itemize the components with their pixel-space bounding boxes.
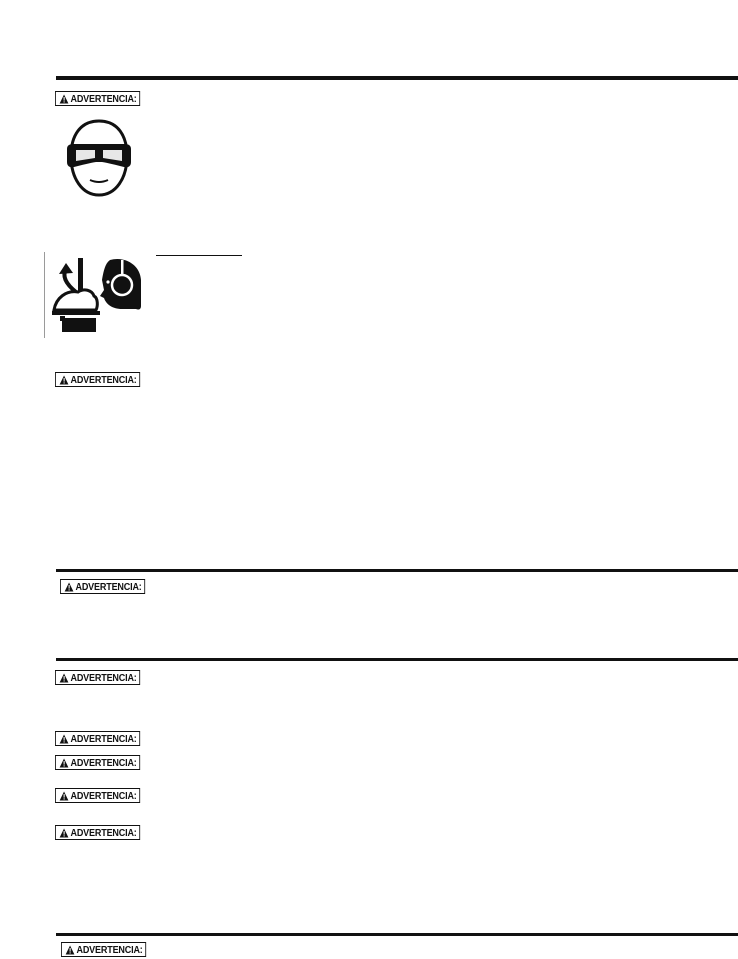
warning-badge-9 bbox=[61, 942, 146, 957]
warning-label: ADVERTENCIA: bbox=[70, 789, 137, 802]
warning-label: ADVERTENCIA: bbox=[70, 92, 137, 105]
warning-badge-8 bbox=[55, 825, 140, 840]
section-rule-top bbox=[56, 76, 738, 80]
warning-badge-6 bbox=[55, 755, 140, 770]
heading-underline bbox=[156, 255, 242, 256]
margin-bar bbox=[44, 252, 45, 338]
warning-triangle-icon bbox=[64, 582, 73, 592]
warning-badge-5 bbox=[55, 731, 140, 746]
warning-badge-1 bbox=[55, 91, 140, 106]
warning-triangle-icon bbox=[59, 734, 68, 744]
warning-badge-2 bbox=[55, 372, 140, 387]
section-rule-3 bbox=[56, 658, 738, 661]
warning-triangle-icon bbox=[59, 94, 68, 104]
warning-triangle-icon bbox=[59, 758, 68, 768]
warning-label: ADVERTENCIA: bbox=[76, 943, 143, 956]
warning-label: ADVERTENCIA: bbox=[70, 826, 137, 839]
section-rule-bottom bbox=[56, 933, 738, 936]
warning-triangle-icon bbox=[59, 673, 68, 683]
warning-triangle-icon bbox=[59, 828, 68, 838]
warning-triangle-icon bbox=[59, 375, 68, 385]
section-rule-2 bbox=[56, 569, 738, 572]
warning-triangle-icon bbox=[65, 945, 74, 955]
hearing-protection-icon bbox=[52, 254, 144, 334]
safety-goggles-icon bbox=[64, 118, 134, 198]
warning-label: ADVERTENCIA: bbox=[70, 732, 137, 745]
warning-label: ADVERTENCIA: bbox=[75, 580, 142, 593]
warning-badge-3 bbox=[60, 579, 145, 594]
warning-badge-7 bbox=[55, 788, 140, 803]
warning-label: ADVERTENCIA: bbox=[70, 671, 137, 684]
warning-label: ADVERTENCIA: bbox=[70, 373, 137, 386]
warning-label: ADVERTENCIA: bbox=[70, 756, 137, 769]
warning-badge-4 bbox=[55, 670, 140, 685]
warning-triangle-icon bbox=[59, 791, 68, 801]
